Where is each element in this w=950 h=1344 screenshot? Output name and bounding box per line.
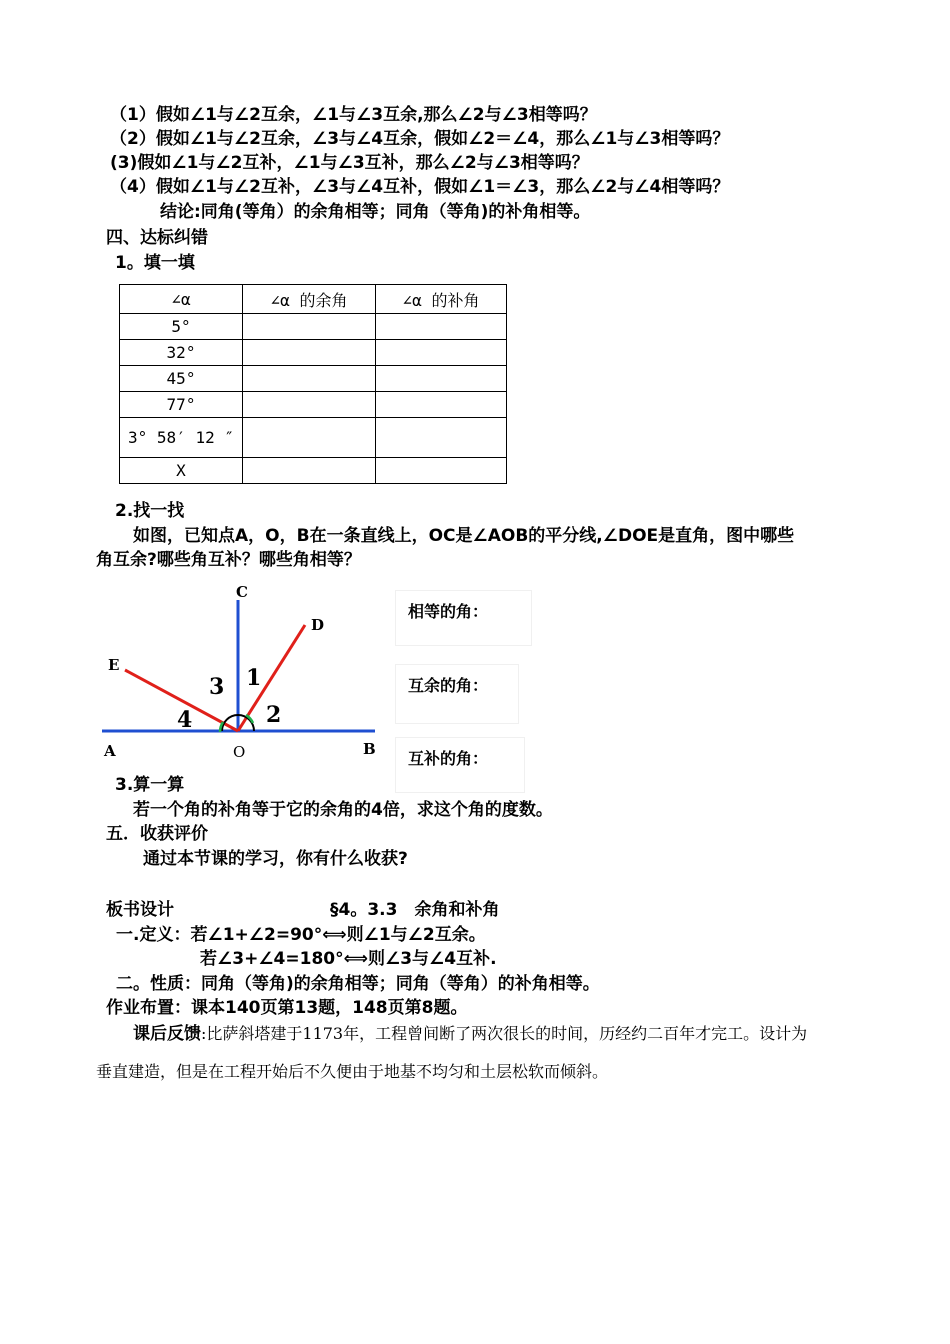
label-c: C [236, 583, 248, 601]
supplementary-angles-box[interactable]: 互补的角： [395, 737, 525, 793]
board-definition-1: 一.定义：若∠1+∠2=90°⟺则∠1与∠2互余。 [116, 925, 486, 945]
table-header: ∠α 的补角 [376, 285, 507, 314]
question-2: （2）假如∠1与∠2互余，∠3与∠4互余，假如∠2＝∠4，那么∠1与∠3相等吗？ [110, 129, 730, 149]
section-5-title: 五．收获评价 [106, 824, 208, 844]
table-cell-blank[interactable] [376, 340, 507, 366]
table-cell-blank[interactable] [376, 366, 507, 392]
table-cell-blank[interactable] [243, 366, 376, 392]
table-cell-blank[interactable] [376, 458, 507, 484]
table-cell-blank[interactable] [243, 340, 376, 366]
complementary-angles-box[interactable]: 互余的角： [395, 664, 519, 724]
label-e: E [108, 656, 120, 674]
part-1-title: 1。填一填 [115, 253, 195, 273]
label-d: D [311, 616, 325, 634]
homework: 作业布置：课本140页第13题，148页第8题。 [106, 998, 468, 1018]
board-title-right: §4。3.3 余角和补角 [330, 900, 500, 920]
part-2-title: 2.找一找 [115, 501, 185, 521]
table-header: ∠α 的余角 [243, 285, 376, 314]
table-cell-blank[interactable] [376, 314, 507, 340]
label-angle-2: 2 [266, 702, 282, 728]
label-a: A [104, 742, 116, 760]
label-angle-3: 3 [209, 674, 225, 700]
table-cell: 45° [120, 366, 243, 392]
table-cell-blank[interactable] [243, 392, 376, 418]
part-3-title: 3.算一算 [115, 775, 185, 795]
question-1: （1）假如∠1与∠2互余，∠1与∠3互余,那么∠2与∠3相等吗？ [110, 105, 597, 125]
conclusion: 结论:同角(等角）的余角相等；同角（等角)的补角相等。 [160, 202, 591, 222]
part-2-text-1: 如图，已知点A，O，B在一条直线上，OC是∠AOB的平分线,∠DOE是直角，图中哪些 [133, 526, 795, 546]
section-5-text: 通过本节课的学习，你有什么收获? [143, 849, 408, 869]
feedback-text-1: :比萨斜塔建于1173年，工程曾间断了两次很长的时间，历经约二百年才完工。设计为 [201, 1024, 808, 1043]
fill-in-table [119, 284, 507, 484]
table-cell: 77° [120, 392, 243, 418]
table-cell-blank[interactable] [243, 418, 376, 458]
table-cell-blank[interactable] [376, 392, 507, 418]
board-definition-2: 若∠3+∠4=180°⟺则∠3与∠4互补. [200, 949, 497, 969]
label-o: O [233, 743, 246, 760]
table-cell: X [120, 458, 243, 484]
label-angle-4: 4 [177, 707, 193, 733]
section-4-title: 四、达标纠错 [106, 228, 208, 248]
board-property: 二。性质：同角（等角)的余角相等；同角（等角）的补角相等。 [116, 974, 600, 994]
question-4: （4）假如∠1与∠2互补，∠3与∠4互补，假如∠1＝∠3，那么∠2与∠4相等吗？ [110, 177, 730, 197]
label-angle-1: 1 [246, 665, 262, 691]
part-3-text: 若一个角的补角等于它的余角的4倍，求这个角的度数。 [133, 800, 553, 820]
question-3: (3)假如∠1与∠2互补，∠1与∠3互补，那么∠2与∠3相等吗？ [110, 153, 589, 173]
table-cell-blank[interactable] [243, 314, 376, 340]
feedback-line-1 [133, 1023, 807, 1045]
board-title-left: 板书设计 [106, 900, 174, 920]
label-b: B [363, 740, 376, 758]
table-cell: 5° [120, 314, 243, 340]
feedback-title: 课后反馈 [133, 1024, 201, 1044]
table-cell-blank[interactable] [376, 418, 507, 458]
table-cell-blank[interactable] [243, 458, 376, 484]
angle-figure [95, 580, 395, 760]
equal-angles-box[interactable]: 相等的角： [395, 590, 532, 646]
part-2-text-2: 角互余?哪些角互补？哪些角相等？ [96, 550, 361, 570]
table-cell: 32° [120, 340, 243, 366]
table-cell: 3° 58′ 12 ″ [120, 418, 243, 458]
table-header: ∠α [120, 285, 243, 314]
feedback-line-2: 垂直建造，但是在工程开始后不久便由于地基不均匀和土层松软而倾斜。 [96, 1062, 609, 1081]
